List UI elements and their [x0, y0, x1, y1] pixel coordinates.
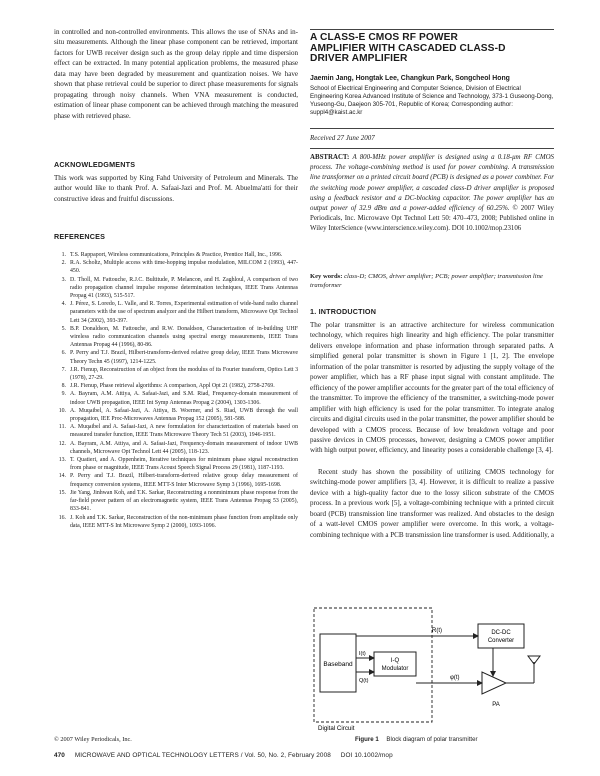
abstract-tail: © 2007 Wiley Periodicals, Inc. Microwave Opt Technol Lett 50: 470–473, 2008; Published online in Wiley InterScience (www.interscience.wiley.com). DOI 10.1002/mop.23106: [310, 205, 554, 233]
reference-text: T.S. Rappaport, Wireless communications, Principles & Practice, Prentice Hall, Inc., 1996.: [70, 252, 283, 258]
baseband-label: Baseband: [323, 661, 353, 668]
reference-number: 15.: [58, 489, 66, 496]
title-line: A CLASS-E CMOS RF POWER: [310, 32, 458, 43]
reference-item: [54, 259, 298, 275]
reference-text: A. Muqaibel, A. Safaai-Jazi, A. Attiya, B. Woerner, and S. Riad, UWB through the wall propagation, IEE Proc-Microwaves Antennas Propag 152 (2005), 581-588.: [70, 407, 298, 423]
title-line: DRIVER AMPLIFIER: [310, 53, 408, 65]
digital-circuit-label: Digital Circuit: [318, 725, 355, 732]
keywords-text: class-D; CMOS, driver amplifier; PCB; power amplifier; transmission line transformer: [310, 273, 543, 290]
reference-number: 16.: [58, 514, 66, 521]
reference-number: 9.: [61, 391, 66, 398]
divider: [310, 29, 554, 30]
references-heading: REFERENCES: [54, 232, 106, 241]
divider: [310, 148, 554, 149]
modulator-label: Modulator: [381, 666, 409, 672]
pa-triangle: [482, 672, 506, 694]
reference-text: J. Koh and T.K. Sarkar, Reconstruction of the non-minimum phase function from amplitude only data, IEEE MTT-S Int Microwave Symp 2 (2000), 1093-1096.: [70, 514, 298, 529]
reference-text: B.P. Donaldson, M. Fattouche, and R.W. Donaldson, Characterization of in-building UHF wireless radio communication channels using spectral energy measurements, IEEE Trans Antennas Propag 44 (1996), 80-86.: [70, 325, 298, 349]
dcdc-label: DC-DC: [491, 630, 511, 636]
reference-text: A. Bayram, A.M. Attiya, and A. Safaai-Jazi, Frequency-domain measurement of indoor UWB channels, Microwave Opt Technol Lett 44 (2005), 118-123.: [70, 440, 298, 455]
reference-item: [54, 514, 298, 530]
reference-number: 8.: [61, 383, 66, 390]
reference-item: [54, 300, 298, 325]
pa-label: PA: [492, 702, 500, 708]
page-footer: [54, 752, 554, 759]
reference-number: 13.: [58, 457, 66, 464]
received-date: Received 27 June 2007: [310, 134, 375, 142]
divider: [310, 128, 554, 129]
reference-number: 4.: [61, 301, 66, 308]
signal-it: I(t): [359, 651, 366, 657]
introduction-heading: 1. INTRODUCTION: [310, 307, 377, 316]
modulator-label: I-Q: [390, 658, 400, 664]
introduction-paragraph-1: The polar transmitter is an attractive architecture for wireless communication technology, which requires high linearity and high efficiency. The polar transmitter delivers envelope information and phase information through separated paths. A simplified general polar transmitter is shown in Figure 1 [1, 2]. The envelope information of the polar transmitter is resorted by adjusting the supply voltage of the power amplifier, which has a RF phase input signal with constant amplitude. The efficiency of the power amplifier accounts for the greater part of the total efficiency of the transmitter. To improve the efficiency of the transmitter, a switching-mode power amplifier with high efficiency is used for the polar transmitter. To integrate analog circuits and digital circuits used in the polar transmitter, the power amplifier should be developed with a CMOS process. Because of low breakdown voltage and poor passive devices in CMOS processes, however, designing a CMOS power amplifier with high output power, efficiency, and linearity poses a considerable challenge [3, 4].: [310, 321, 554, 455]
reference-text: A. Muqaibel and A. Safaai-Jazi, A new formulation for characterization of materials based on measured transfer function, IEEE Trans Microwave Theory Tech 51 (2003), 1946-1951.: [70, 424, 298, 439]
block-diagram: [312, 590, 552, 732]
reference-item: [54, 407, 298, 423]
reference-item: [54, 456, 298, 472]
signal-rt: R(t): [432, 628, 442, 634]
article-title: [310, 33, 554, 65]
iq-modulator-block: [374, 652, 416, 676]
reference-item: [54, 440, 298, 456]
introduction-paragraph-2: Recent study has shown the possibility of utilizing CMOS technology for switching-mode power amplifiers [3, 4]. However, it is difficult to realize a passive device with a high-quality factor due to the lossy silicon substrate of the CMOS process. In a previous work [5], a voltage-combining technique with a printed circuit board (PCB) transmission line transformer was realized. And obstacles to the design of a watt-level CMOS power amplifier were overcome. In this work, a voltage-combining technique with a PCB transmission line transformer is used. Additionally, a: [310, 468, 554, 539]
intro-paragraph: in controlled and non-controlled environments. This allows the use of SNAs and in-situ measurements. Although the linear phase component can be retrieved, important factors for UWB receiver design such as the group delay ripple and time dispersion effect can be extracted. In many potential application problems, the measured phase data may have been degraded by measurement and quantization noises. We have shown that phase retrieval could be superior to direct phase measurements for signals propagating through noisy channels. When VNA measurement is conducted, estimation of linear phase component can be achieved through matching the measured phase with retrieved phase.: [54, 28, 298, 120]
page-number: 470: [54, 752, 65, 759]
authors: Jaemin Jang, Hongtak Lee, Changkun Park, Songcheol Hong: [310, 75, 510, 82]
reference-number: 14.: [58, 473, 66, 480]
abstract-label: ABSTRACT:: [310, 154, 350, 161]
abstract: [310, 153, 554, 235]
abstract-text: A 800-MHz power amplifier is designed using a 0.18-μm RF CMOS process. The voltage-combining method is used for power combining. A transmission line transformer on a printed circuit board (PCB) is designed as a power combiner. For the switching mode power amplifier, a cascaded class-D driver amplifier is proposed using a feedback resistor and a DC-blocking capacitor. The power amplifier has an output power of 32.9 dBm and a power-added efficiency of 60.25%.: [310, 154, 554, 213]
figure-caption-label: Figure 1: [355, 736, 379, 743]
signal-qt: Q(t): [359, 678, 369, 684]
reference-item: [54, 390, 298, 406]
signal-phi: φ(t): [450, 675, 460, 681]
reference-text: J.R. Fienup, Phase retrieval algorithms: A comparison, Appl Opt 21 (1982), 2758-2769.: [70, 383, 275, 390]
reference-text: J. Pérez, S. Loredo, L. Valle, and R. Torres, Experimental estimation of wide-band radio channel parameters with the use of spectrum analyzer and the Hilbert transform, Microwave Opt Technol Lett 34 (2002), 393-397.: [70, 301, 298, 324]
reference-number: 12.: [58, 440, 66, 447]
reference-item: [54, 349, 298, 365]
reference-item: [54, 382, 298, 390]
figure-caption-text: Block diagram of polar transmitter: [386, 736, 478, 743]
keywords: [310, 272, 554, 291]
title-line: AMPLIFIER WITH CASCADED CLASS-D: [310, 42, 506, 54]
reference-number: 7.: [61, 366, 66, 373]
journal-info: MICROWAVE AND OPTICAL TECHNOLOGY LETTERS / Vol. 50, No. 2, February 2008: [74, 752, 331, 759]
reference-text: T. Quatieri, and A. Oppenheim, Iterative techniques for minimum phase signal reconstruction from phase or magnitude, IEEE Trans Acoust Speech Signal Process 29 (1981), 1187-1193.: [70, 457, 298, 472]
reference-text: Jie Yang, Jinhwan Koh, and T.K. Sarkar, Reconstructing a nonminimum phase response from the far-field power pattern of an electromagnetic system, IEEE Trans Antennas Propag 53 (2005), 833-841.: [70, 489, 298, 513]
references-list: [54, 251, 298, 530]
reference-number: 11.: [58, 424, 66, 431]
reference-text: A. Bayram, A.M. Attiya, A. Safaai-Jazi, and S.M. Riad, Frequency-domain measurement of indoor UWB propagation, IEEE Int Symp Antennas Propag 2 (2004), 1303-1306.: [70, 391, 298, 406]
reference-text: P. Perry and T.J. Brazil, Hilbert-transform-derived relative group delay measurement of frequency conversion systems, IEEE MTT-S Inter Microwave Symp 3 (1996), 1695-1698.: [70, 473, 298, 488]
doi: DOI 10.1002/mop: [340, 752, 393, 759]
reference-number: 5.: [61, 325, 66, 332]
reference-number: 1.: [61, 252, 66, 258]
dcdc-converter-block: [478, 624, 524, 648]
reference-item: [54, 489, 298, 514]
reference-item: [54, 325, 298, 350]
reference-item: [54, 276, 298, 301]
figure-1: [312, 590, 552, 732]
reference-item: [54, 472, 298, 488]
reference-text: R.A. Scholtz, Multiple access with time-hopping impulse modulation, MILCOM 2 (1993), 447-450.: [70, 260, 298, 275]
affiliation: School of Electrical Engineering and Computer Science, Division of Electrical Engineering Korea Advanced Institute of Science and Technology, 373-1 Guseong-Dong, Yuseong-Gu, Daejeon 305-701, Republic of Korea; Corresponding author: suppl4@kaist.ac.kr: [310, 85, 554, 117]
acknowledgments-heading: ACKNOWLEDGMENTS: [54, 160, 136, 169]
reference-text: J.R. Fienup, Reconstruction of an object from the modulus of its Fourier transform, Optics Lett 3 (1978), 27-29.: [70, 366, 298, 382]
reference-number: 3.: [61, 276, 66, 283]
keywords-label: Key words:: [310, 273, 343, 280]
reference-text: D. Tholl, M. Fattouche, R.J.C. Bultitude, P. Melancon, and H. Zaghloul, A comparison of two radio propagation channel impulse response determination techniques, IEEE Trans Antennas Propag 41 (1993), 515-517.: [70, 276, 298, 300]
reference-item: [54, 251, 298, 259]
dcdc-label: Converter: [487, 638, 515, 644]
reference-text: P. Perry and T.J. Brazil, Hilbert-transform-derived relative group delay, IEEE Trans Microwave Theory Techn 45 (1997), 1214-1225.: [70, 350, 298, 365]
reference-number: 6.: [61, 350, 66, 357]
acknowledgments-text: This work was supported by King Fahd University of Petroleum and Minerals. The author would like to thank Prof. A. Safaai-Jazi and Prof. M. Abuelma'atti for their constructive ideas and fruitful discussions.: [54, 174, 298, 203]
reference-number: 2.: [61, 260, 66, 267]
reference-item: [54, 423, 298, 439]
reference-item: [54, 366, 298, 382]
figure-caption: [355, 736, 478, 743]
copyright: © 2007 Wiley Periodicals, Inc.: [54, 736, 132, 743]
reference-number: 10.: [58, 407, 66, 414]
